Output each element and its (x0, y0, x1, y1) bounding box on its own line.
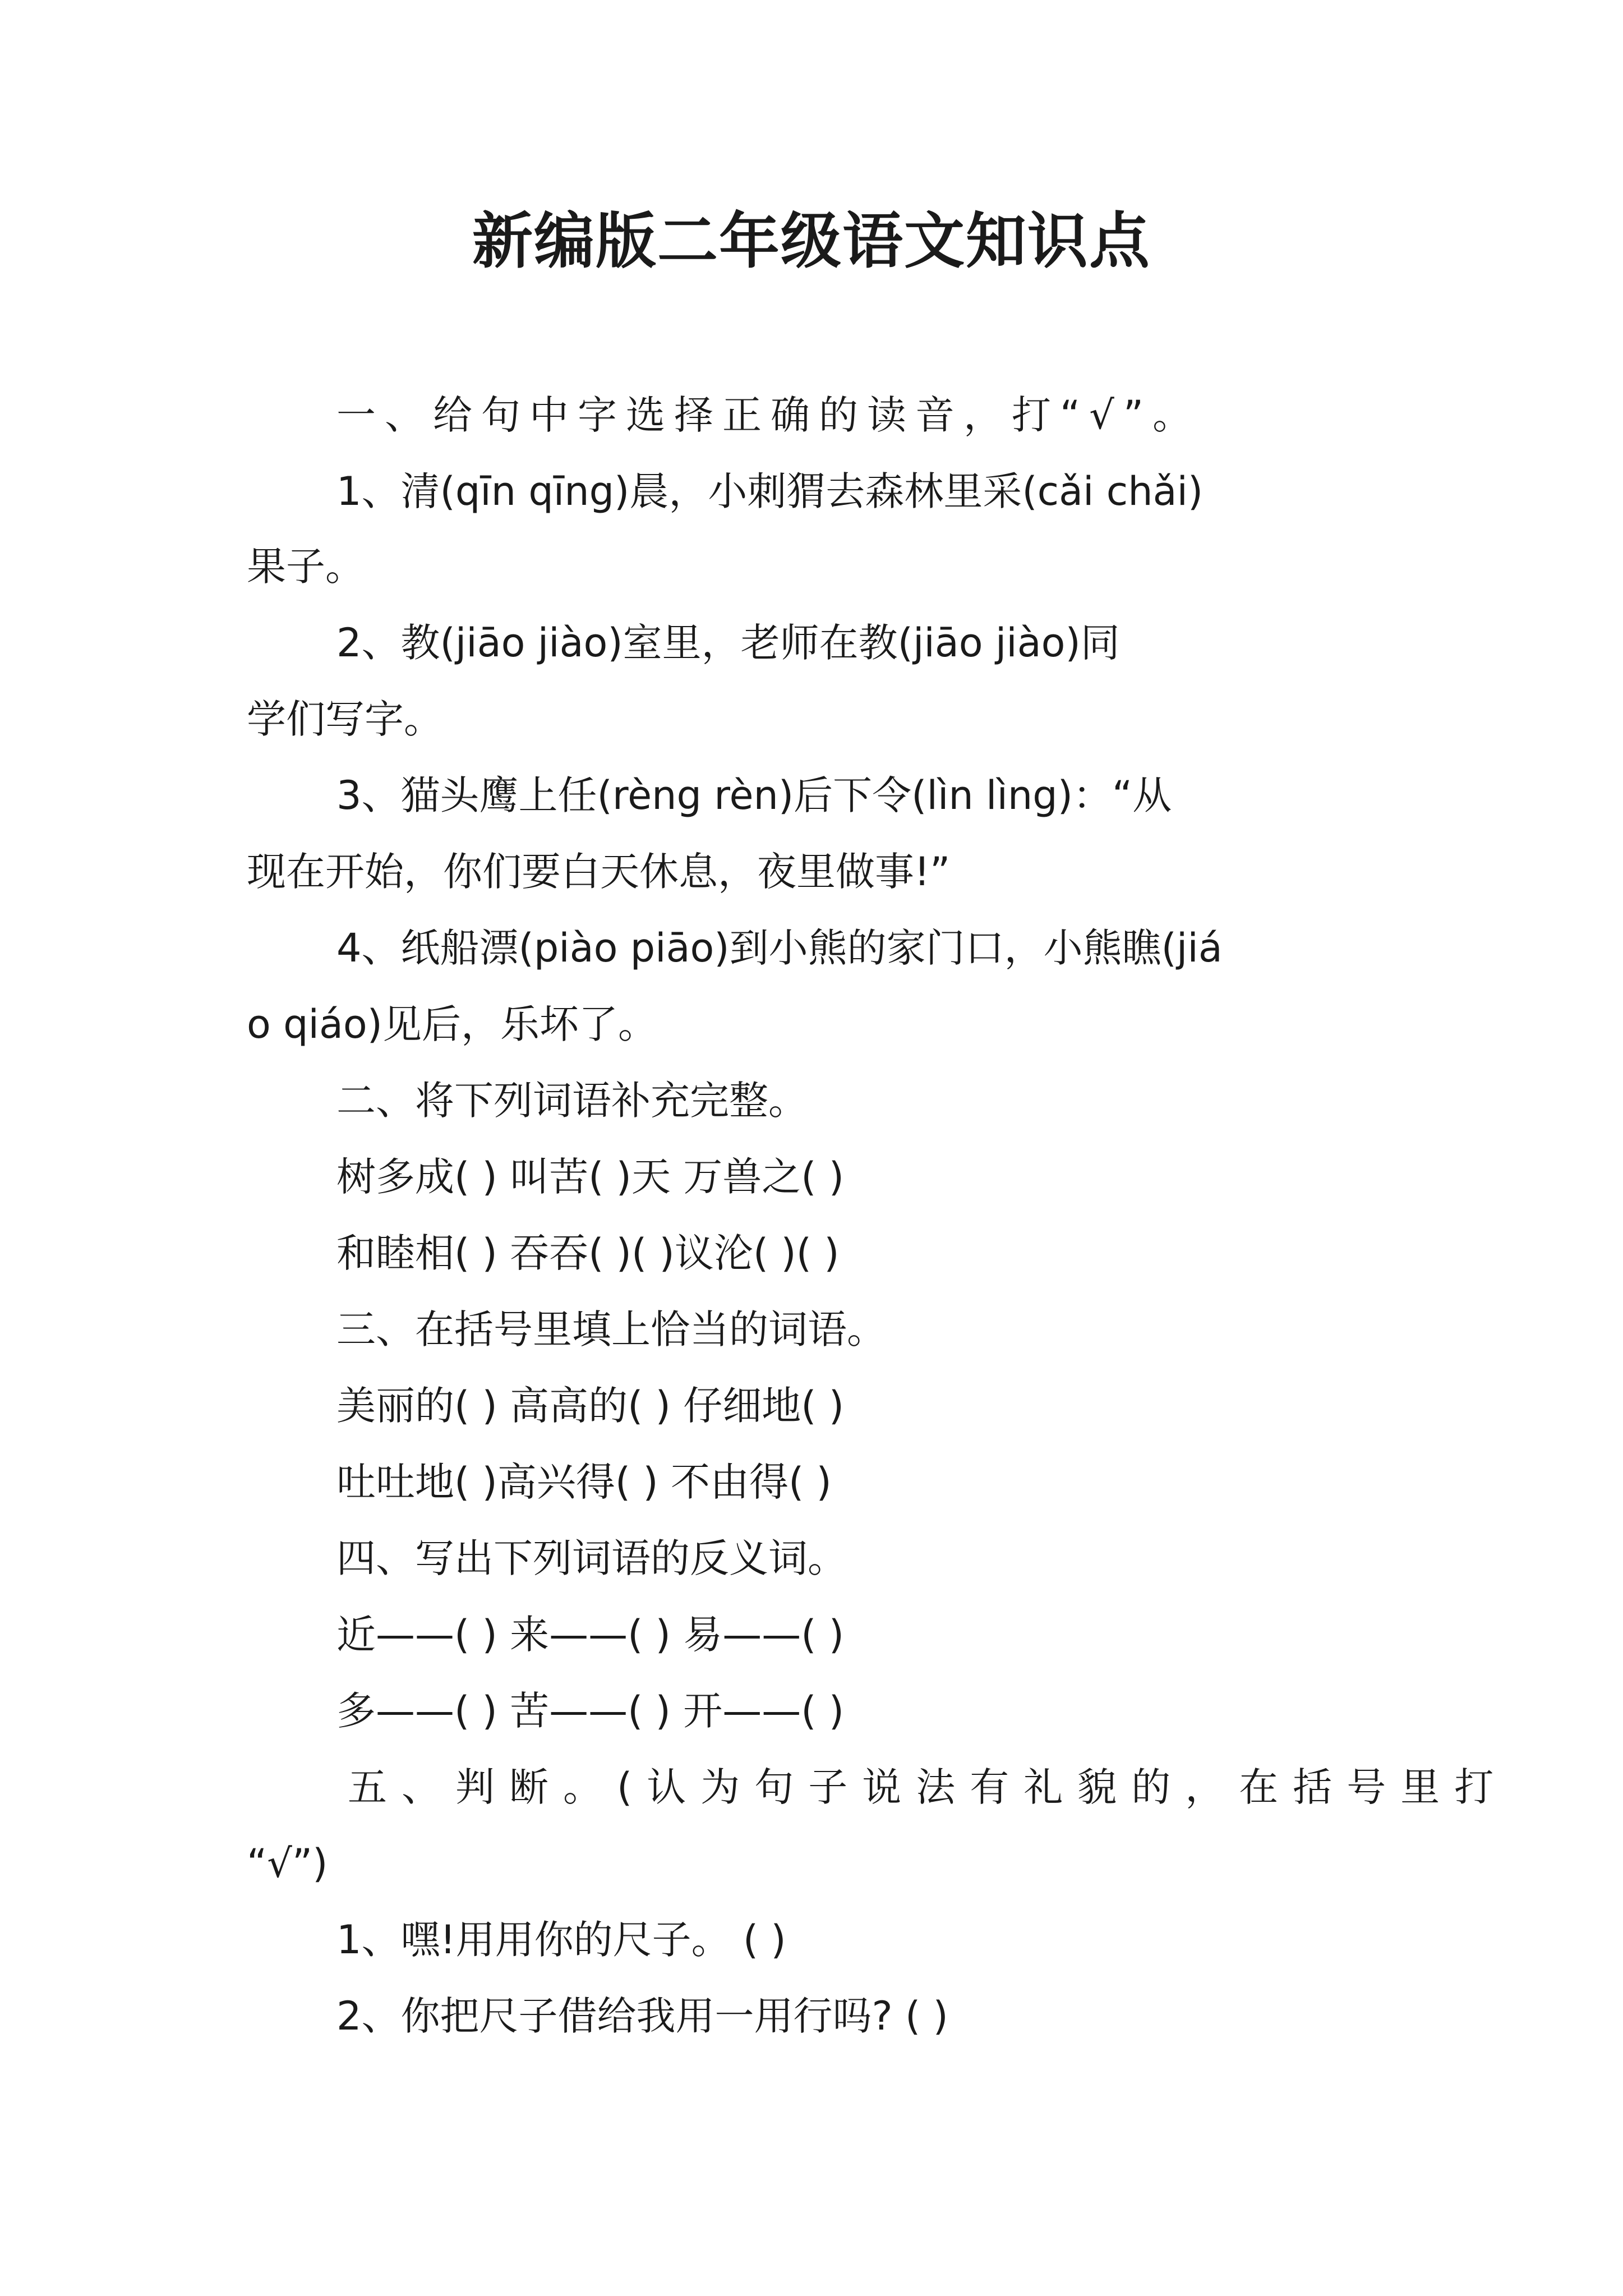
section-heading-1: 一、给句中字选择正确的读音，打“√”。 (336, 392, 1201, 438)
question-1-line-1: 1、清(qīn qīng)晨，小刺猬去森林里采(cǎi chǎi) (336, 468, 1204, 514)
question-1-line-2: 果子。 (247, 544, 365, 590)
question-2-line-1: 2、教(jiāo jiào)室里，老师在教(jiāo jiào)同 (336, 620, 1120, 666)
question-2-line-2: 学们写字。 (247, 696, 443, 742)
fill-in-row-2: 和睦相( ) 吞吞( )( )议沦( )( ) (336, 1230, 840, 1276)
antonym-row-1: 近——( ) 来——( ) 易——( ) (336, 1612, 845, 1658)
judge-item-2: 2、你把尺子借给我用一用行吗? ( ) (336, 1993, 948, 2039)
section-heading-5-line-2: “√”) (247, 1841, 328, 1887)
word-row-1: 美丽的( ) 高高的( ) 仔细地( ) (336, 1383, 845, 1429)
section-heading-3: 三、在括号里填上恰当的词语。 (336, 1306, 886, 1352)
question-4-line-1: 4、纸船漂(piào piāo)到小熊的家门口，小熊瞧(jiá (336, 925, 1223, 971)
fill-in-row-1: 树多成( ) 叫苦( )天 万兽之( ) (336, 1154, 845, 1200)
section-heading-4: 四、写出下列词语的反义词。 (336, 1535, 847, 1581)
antonym-row-2: 多——( ) 苦——( ) 开——( ) (336, 1688, 845, 1734)
judge-item-1: 1、嘿!用用你的尺子。 ( ) (336, 1917, 786, 1963)
document-title: 新编版二年级语文知识点 (472, 206, 1151, 277)
section-heading-2: 二、将下列词语补充完整。 (336, 1078, 808, 1124)
question-3-line-1: 3、猫头鹰上任(rèng rèn)后下令(lìn lìng)：“从 (336, 772, 1172, 818)
section-heading-5-line-1: 五、判断。(认为句子说法有礼貌的，在括号里打 (348, 1764, 1509, 1810)
question-3-line-2: 现在开始，你们要白天休息，夜里做事!” (247, 849, 951, 895)
question-4-line-2: o qiáo)见后，乐坏了。 (247, 1001, 657, 1047)
word-row-2: 吐吐地( )高兴得( ) 不由得( ) (336, 1459, 832, 1505)
